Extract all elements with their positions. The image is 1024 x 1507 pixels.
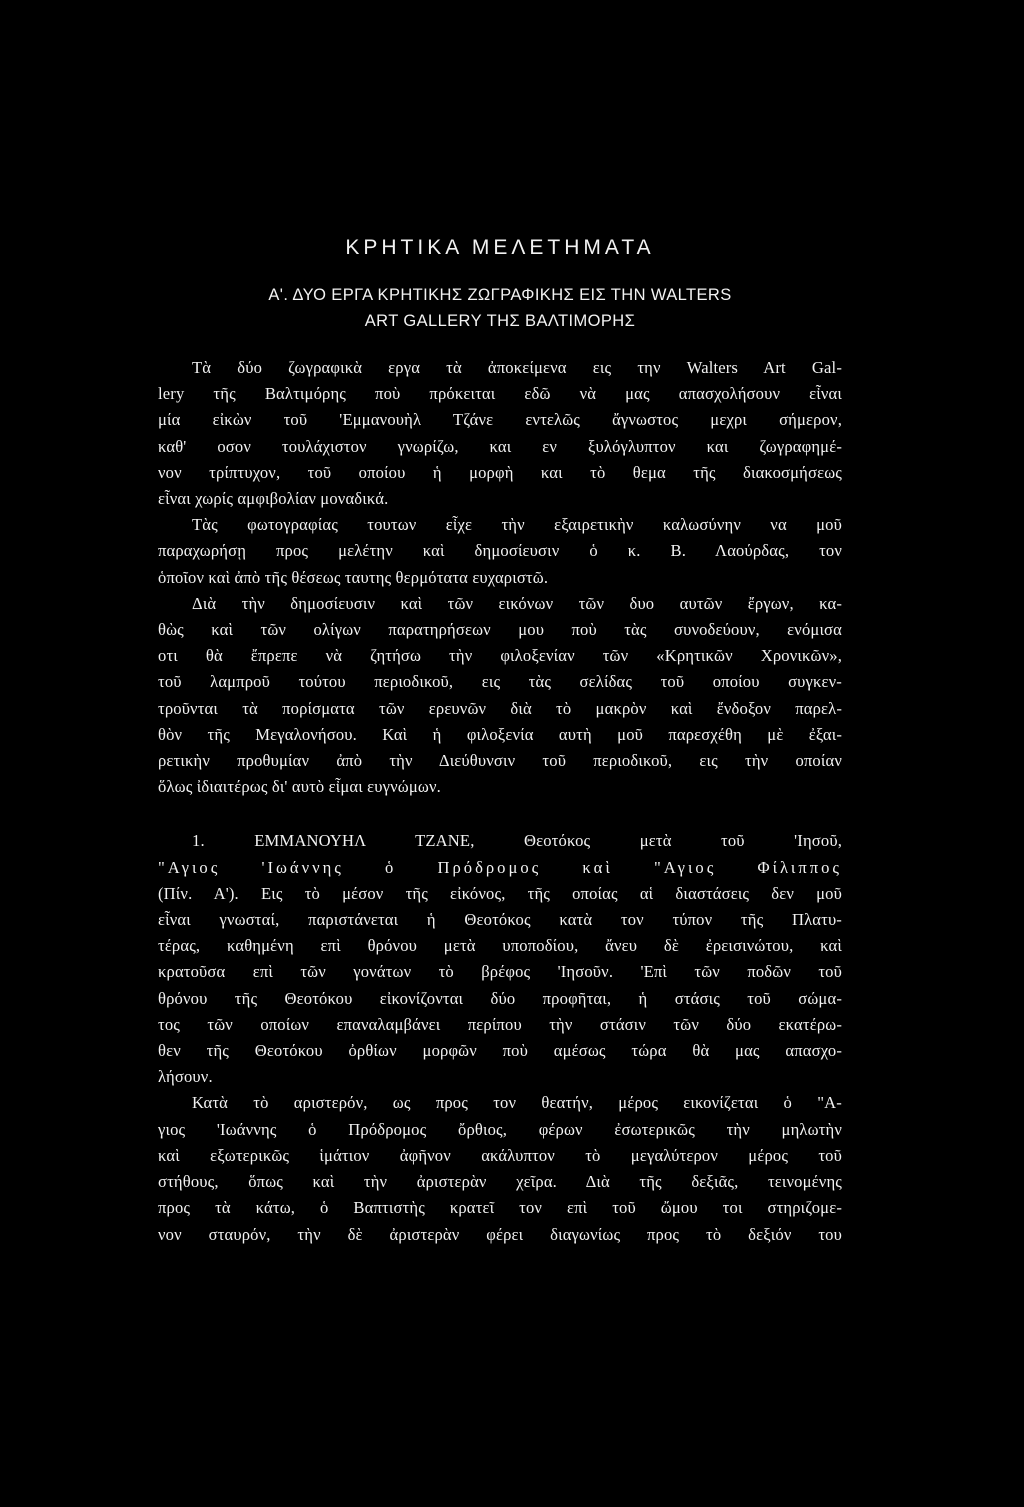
text-line: μία εἰκὼν τοῦ 'Εμμανουὴλ Τζάνε εντελῶς ἄγνωστος μεχρι σήμερον, [158, 410, 842, 430]
text-line: lery τῆς Βαλτιμόρης ποὺ πρόκειται εδῶ νὰ μας απασχολήσουν εἶναι [158, 384, 842, 404]
section-heading-line: Α'. ΔΥΟ ΕΡΓΑ ΚΡΗΤΙΚΗΣ ΖΩΓΡΑΦΙΚΗΣ ΕΙΣ ΤΗΝ WALTERS [268, 286, 732, 304]
text-line: οτι θὰ ἔπρεπε νὰ ζητήσω τὴν φιλοξενίαν τῶν «Κρητικῶν Χρονικῶν», [158, 646, 842, 666]
text-line: τέρας, καθημένη επὶ θρόνου μετὰ υποποδίου, ἄνευ δὲ ἐρεισινώτου, καὶ [158, 936, 842, 956]
text-line: Κατὰ τὸ αριστερόν, ως προς τον θεατήν, μέρος εικονίζεται ὁ "Α- [192, 1093, 842, 1113]
text-line: θρόνου τῆς Θεοτόκου εἰκονίζονται δύο προφῆται, ἡ στάσις τοῦ σώμα- [158, 988, 842, 1008]
text-line: τροῦνται τὰ πορίσματα τῶν ερευνῶν διὰ τὸ μακρὸν καὶ ἔνδοξον παρελ- [158, 698, 842, 718]
text-line: καὶ εξωτερικῶς ἱμάτιον ἀφῆνον ακάλυπτον τὸ μεγαλύτερον μέρος τοῦ [158, 1145, 842, 1165]
paragraph-intro [158, 355, 842, 512]
text-line: γιος 'Ιωάννης ὁ Πρόδρομος ὄρθιος, φέρων ἐσωτερικῶς τὴν μηλωτὴν [158, 1119, 842, 1139]
text-line: Διὰ τὴν δημοσίευσιν καὶ τῶν εικόνων τῶν δυο αυτῶν ἔργων, κα- [192, 593, 842, 613]
paragraph-prodromos [158, 1090, 842, 1247]
entry-title-line: 1. ΕΜΜΑΝΟΥΗΛ ΤΖΑΝΕ, Θεοτόκος μετὰ τοῦ 'Ιησοῦ, [192, 831, 842, 851]
running-title: ΚΡΗΤΙΚΑ ΜΕΛΕΤΗΜΑΤΑ [345, 236, 655, 259]
text-line: τοῦ λαμπροῦ τούτου περιοδικοῦ, εις τὰς σελίδας τοῦ οποίου συγκεν- [158, 672, 842, 692]
paragraph-publication [158, 591, 842, 801]
text-line: Τὰς φωτογραφίας τουτων εἶχε τὴν εξαιρετικὴν καλωσύνην να μοῦ [192, 515, 842, 535]
text-line: κρατοῦσα επὶ τῶν γονάτων τὸ βρέφος 'Ιησοῦν. 'Επὶ τῶν ποδῶν τοῦ [158, 962, 842, 982]
text-line: νον σταυρόν, τὴν δὲ ἀριστερὰν φέρει διαγωνίως προς τὸ δεξιόν του [158, 1224, 842, 1244]
text-line: τος τῶν οποίων επαναλαμβάνει περίπου τὴν στάσιν τῶν δύο εκατέρω- [158, 1014, 842, 1034]
section-heading [158, 282, 842, 334]
document-page [158, 236, 842, 1248]
text-line: ὅλως ἰδιαιτέρως δι' αυτὸ εἶμαι ευγνώμων. [158, 777, 441, 797]
text-line: νον τρίπτυχον, τοῦ οποίου ἡ μορφὴ και τὸ θεμα τῆς διακοσμήσεως [158, 462, 842, 482]
text-line: προς τὰ κάτω, ὁ Βαπτιστὴς κρατεῖ τον επὶ τοῦ ὤμου τοι στηριζομε- [158, 1198, 842, 1218]
text-line: ὁποῖον καὶ ἀπὸ τῆς θέσεως ταυτης θερμότατα ευχαριστῶ. [158, 567, 549, 587]
text-line: στήθους, ὅπως καὶ τὴν ἀριστερὰν χεῖρα. Διὰ τῆς δεξιᾶς, τεινομένης [158, 1172, 842, 1192]
text-line: παραχωρήσῃ προς μελέτην καὶ δημοσίευσιν ὁ κ. Β. Λαούρδας, τον [158, 541, 842, 561]
text-line: λήσουν. [158, 1067, 213, 1087]
text-line: θεν τῆς Θεοτόκου ὀρθίων μορφῶν ποὺ αμέσως τώρα θὰ μας απασχο- [158, 1041, 842, 1061]
entry-title-line: "Αγιος 'Ιωάννης ὁ Πρόδρομος καὶ "Αγιος Φίλιππος [158, 857, 842, 877]
text-line: καθ' οσον τουλάχιστον γνωρίζω, και εν ξυλόγλυπτον και ζωγραφημέ- [158, 436, 842, 456]
text-line: θὸν τῆς Μεγαλονήσου. Καὶ ἡ φιλοξενία αυτὴ μοῦ παρεσχέθη μὲ ἐξαι- [158, 724, 842, 744]
text-line: (Πίν. Α'). Εις τὸ μέσον τῆς εἰκόνος, τῆς οποίας αἱ διαστάσεις δεν μοῦ [158, 883, 842, 903]
text-line: θὼς καὶ τῶν ολίγων παρατηρήσεων μου ποὺ τὰς συνοδεύουν, ενόμισα [158, 620, 842, 640]
text-line: εἶναι χωρίς αμφιβολίαν μοναδικά. [158, 489, 389, 509]
paragraph-acknowledgement [158, 512, 842, 591]
text-line: εἶναι γνωσταί, παριστάνεται ἡ Θεοτόκος κατὰ τον τύπον τῆς Πλατυ- [158, 910, 842, 930]
section-heading-line: ART GALLERY ΤΗΣ ΒΑΛΤΙΜΟΡΗΣ [364, 312, 636, 330]
text-line: Τὰ δύο ζωγραφικὰ εργα τὰ ἀποκείμενα εις την Walters Art Gal- [192, 358, 842, 377]
paragraph-entry-1 [158, 828, 842, 1090]
text-line: ρετικὴν προθυμίαν ἀπὸ τὴν Διεύθυνσιν τοῦ περιοδικοῦ, εις τὴν οποίαν [158, 751, 842, 771]
